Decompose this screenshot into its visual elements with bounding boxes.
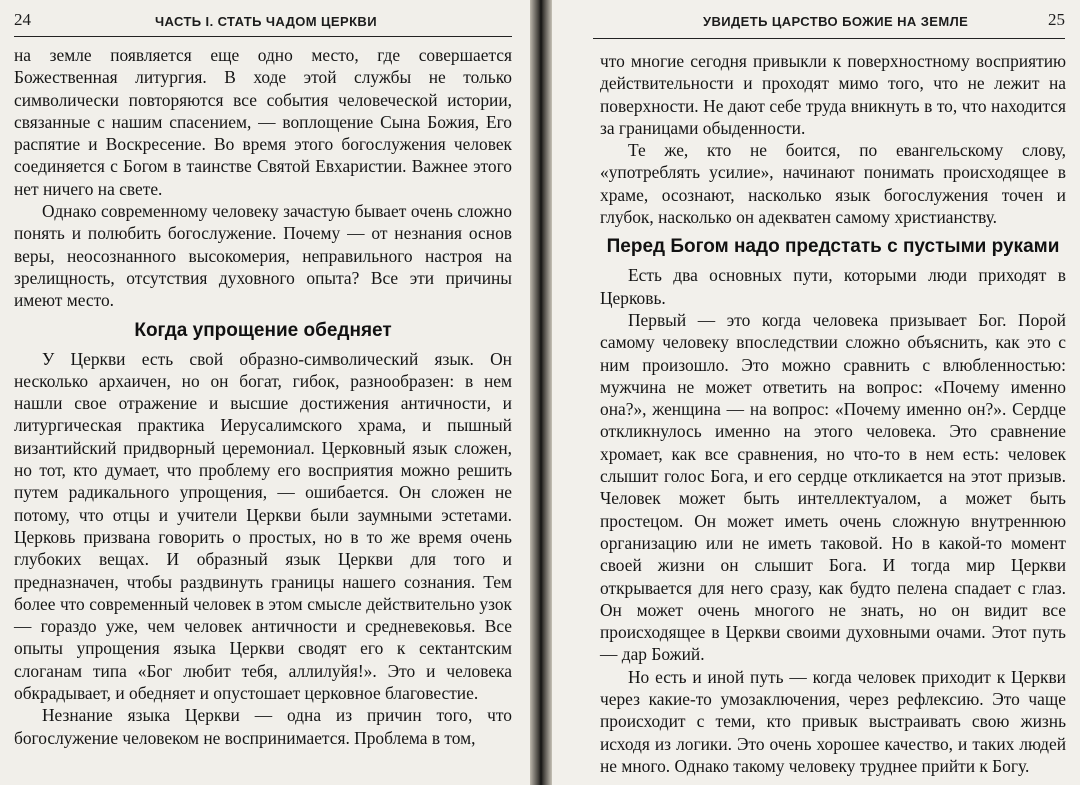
right-page-number: 25: [1048, 10, 1065, 29]
left-text-block: [14, 44, 512, 749]
paragraph: Незнание языка Церкви — одна из причин того, что богослужение человеком не воспринимается. Проблема в том,: [14, 705, 512, 748]
right-running-head: УВИДЕТЬ ЦАРСТВО БОЖИЕ НА ЗЕМЛЕ: [703, 14, 969, 29]
left-page-number: 24: [14, 10, 31, 29]
paragraph: Первый — это когда человека призывает Бог. Порой самому человеку впоследствии сложно объяснить, как это с ним произошло. Это можно сравнить с влюбленностью: мужчина не может ответить на вопрос: «Почему именно она?», женщина — на вопрос: «Почему именно он?». Сердце откликнулось именно на этого человека. Это сравнение хромает, как все сравнения, но что-то в нем есть: человек слышит голос Бога, и его сердце откликается на этот призыв. Человек может быть интеллектуалом, а может быть простецом. Он может иметь очень сложную внутреннюю организацию или не иметь таковой. Но в какой-то момент своей жизни он слышит Бога. И тогда мир Церкви открывается для него сразу, как будто пелена спадает с глаз. Он может очень многого не знать, но он видит все происходящее в Церкви своими духовными очами. Этот путь — дар Божий.: [600, 309, 1066, 665]
paragraph: У Церкви есть свой образно-символический язык. Он несколько архаичен, но он богат, гибок, разнообразен: в нем нашли свое отражение и высшие достижения античности, и литургическая практика Иерусалимского храма, и пышный византийский придворный церемониал. Церковный язык сложен, но тот, кто думает, что проблему его восприятия можно решить путем радикального упрощения, — ошибается. Он сложен не потому, что отцы и учители Церкви были заумными эстетами. Церковь призвана говорить о простых, но в то же время очень глубоких вещах. И образный язык Церкви для того и предназначен, чтобы раздвинуть границы нашего сознания. Тем более что современный человек в этом смысле действительно узок — гораздо уже, чем человек античности и средневековья. Все опыты упрощения языка Церкви сводят его к сектантским слоганам типа «Бог любит тебя, аллилуйя!». Это и человека обкрадывает, и обедняет и опустошает церковное благовестие.: [14, 348, 512, 704]
paragraph: Но есть и иной путь — когда человек приходит к Церкви через какие-то умозаключения, через рефлексию. Это чаще происходит с теми, кто привык выстраивать свою жизнь исходя из логики. Это очень хорошее качество, и таких людей не много. Однако такому человеку труднее прийти к Богу.: [600, 666, 1066, 776]
paragraph: на земле появляется еще одно место, где совершается Божественная литургия. В ходе этой службы не только символически повторяются все события человеческой истории, связанные с нашим спасением, — воплощение Сына Божия, Его распятие и Воскресение. Во время этого богослужения человек соединяется с Богом в таинстве Святой Евхаристии. Важнее этого нет ничего на свете.: [14, 45, 512, 199]
section-heading: Перед Богом надо предстать с пустыми руками: [606, 236, 1060, 258]
left-running-head: ЧАСТЬ I. СТАТЬ ЧАДОМ ЦЕРКВИ: [155, 14, 377, 29]
right-page: [543, 0, 1080, 785]
paragraph: Однако современному человеку зачастую бывает очень сложно понять и полюбить богослужение. Почему — от незнания основ веры, неосознанного высокомерия, неправильного настроя на зрелищность, отсутствия духовного опыта? Все эти причины имеют место.: [14, 201, 512, 311]
left-page: [0, 0, 537, 785]
paragraph: что многие сегодня привыкли к поверхностному восприятию действительности и проходят мимо того, что не лежит на поверхности. Не дают себе труда вникнуть в то, что находится за границами обыденности.: [600, 51, 1066, 138]
right-header-rule: [593, 38, 1065, 39]
right-text-block: [600, 50, 1066, 777]
paragraph: Те же, кто не боится, по евангельскому слову, «употреблять усилие», начинают понимать происходящее в храме, осознают, насколько язык богослужения точен и глубок, насколько он адекватен самому христианству.: [600, 140, 1066, 228]
paragraph: Есть два основных пути, которыми люди приходят в Церковь.: [600, 265, 1066, 308]
book-gutter: [530, 0, 552, 785]
section-heading: Когда упрощение обедняет: [134, 319, 392, 341]
left-header-rule: [14, 36, 512, 37]
